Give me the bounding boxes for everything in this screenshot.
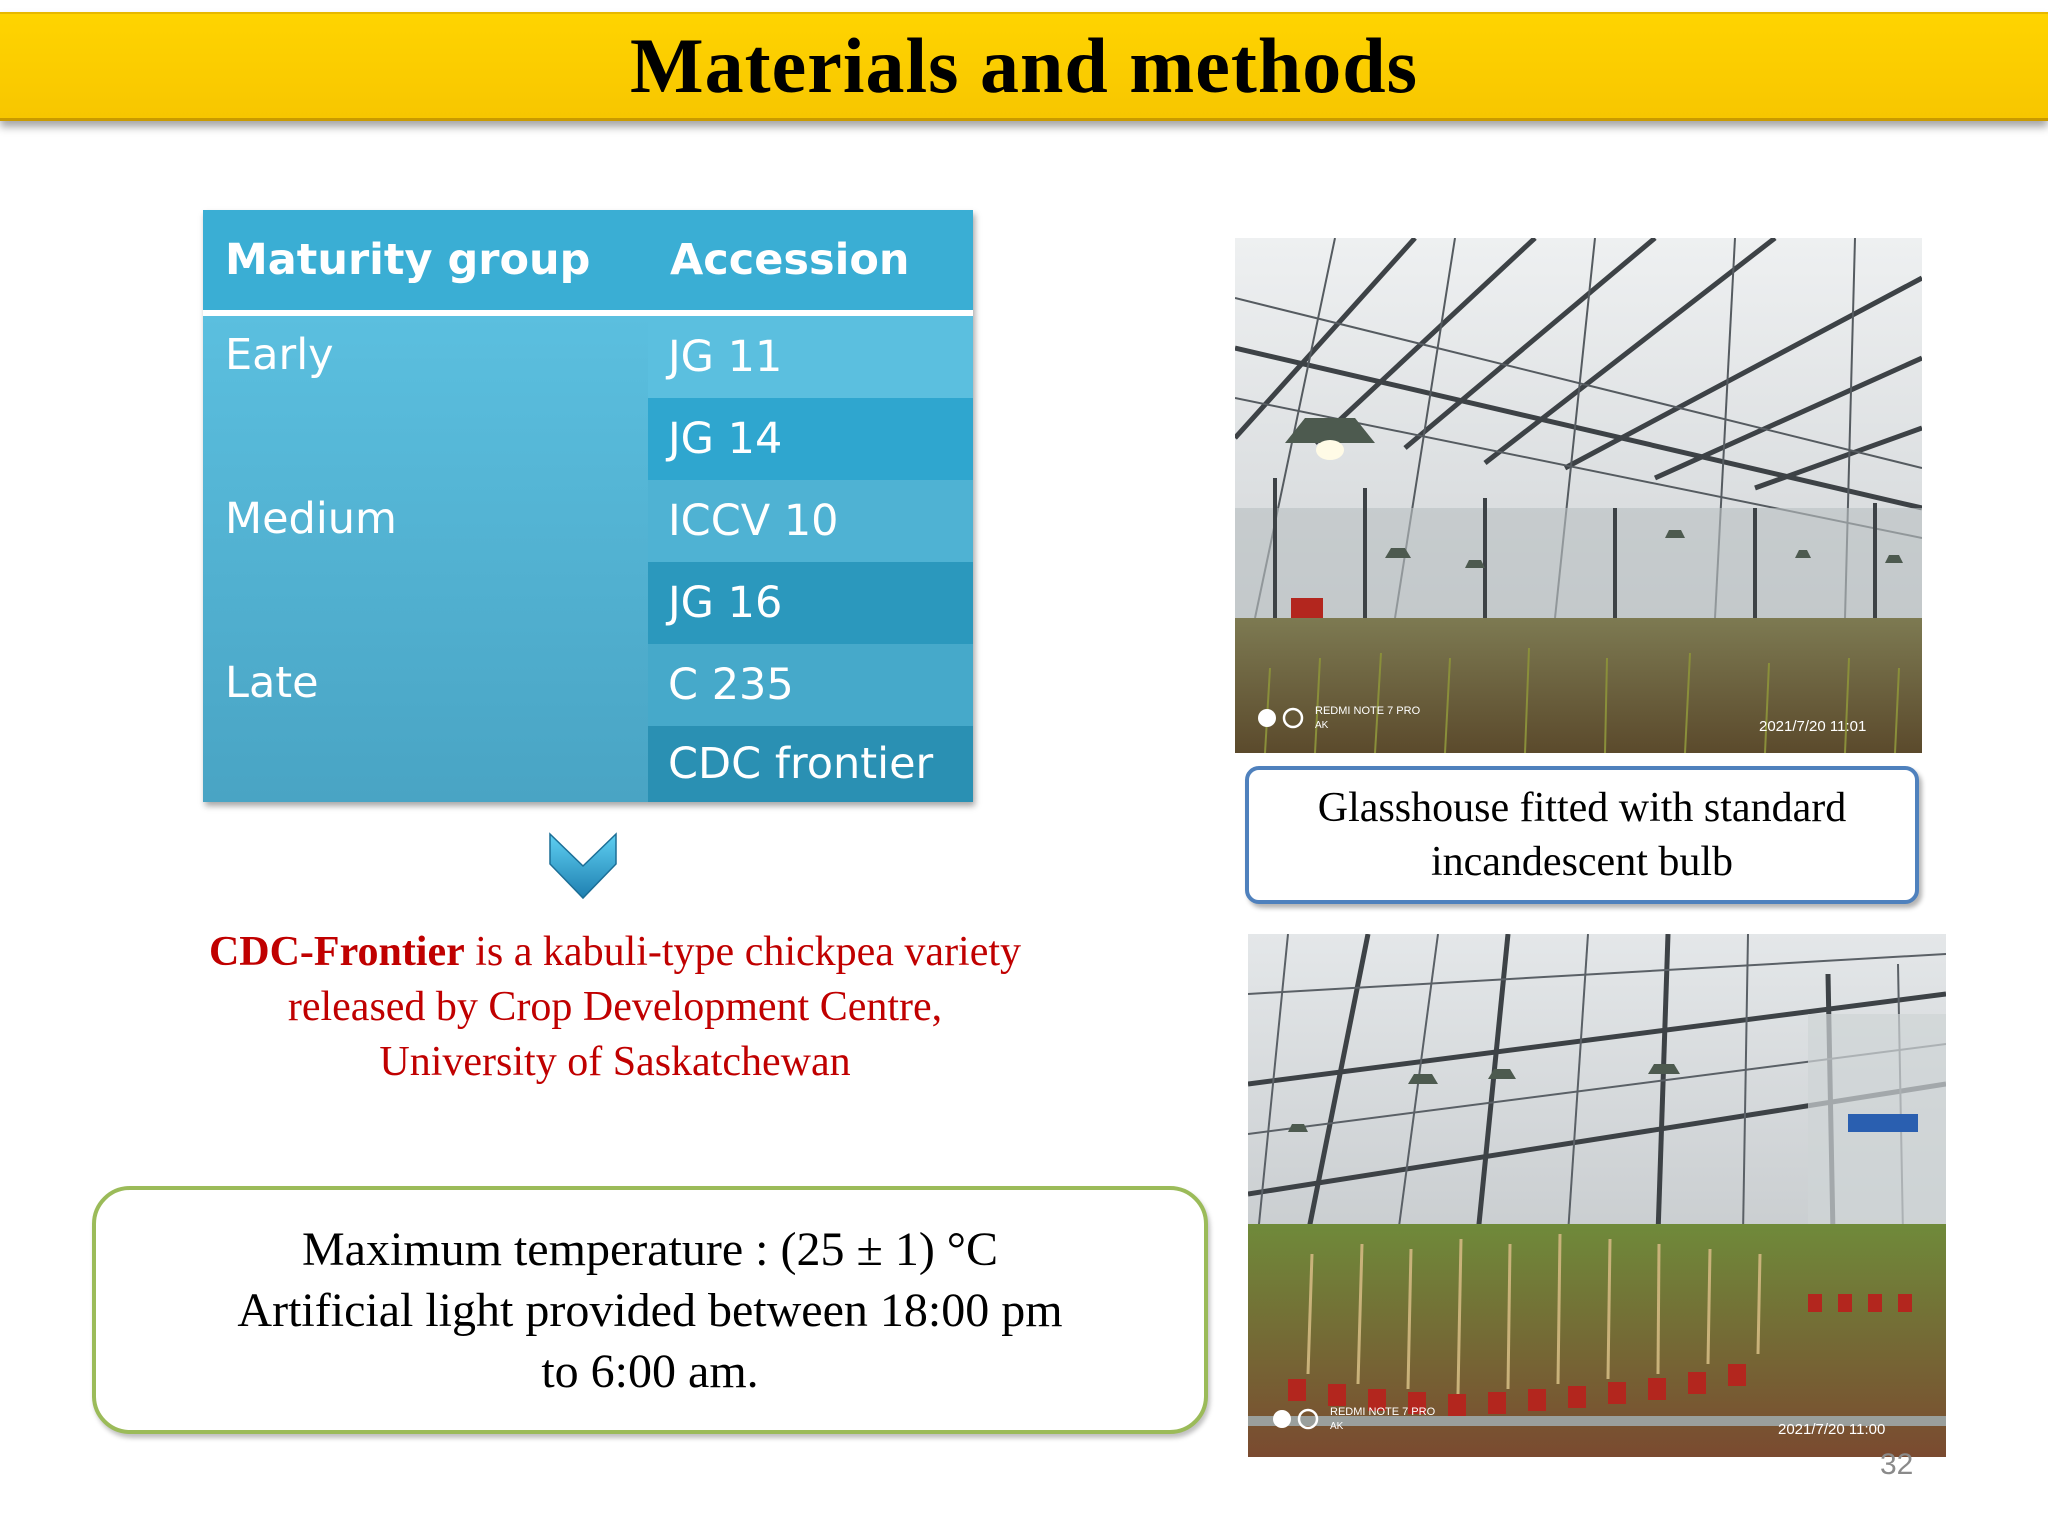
photo-stamp-sub: AK xyxy=(1330,1421,1344,1432)
photo-stamp-time: 2021/7/20 11:00 xyxy=(1778,1421,1886,1438)
variety-description xyxy=(120,925,1110,1090)
table-cell-accession: JG 14 xyxy=(648,398,973,480)
table-header-maturity xyxy=(203,210,648,310)
conditions-line1: Maximum temperature : (25 ± 1) °C xyxy=(301,1222,999,1276)
table-cell-accession: JG 16 xyxy=(648,562,973,644)
group-late: Late xyxy=(225,658,319,708)
glasshouse-photo-1 xyxy=(1235,238,1922,753)
page-number: 32 xyxy=(1880,1448,1914,1481)
header-label: Maturity group xyxy=(225,235,591,285)
photo-stamp-time: 2021/7/20 11:01 xyxy=(1759,718,1867,735)
page-title: Materials and methods xyxy=(630,22,1418,109)
desc-line1: is a kabuli-type chickpea variety xyxy=(464,929,1022,975)
caption-line1: Glasshouse fitted with standard xyxy=(1317,785,1847,831)
table-cell-accession: CDC frontier xyxy=(648,726,973,802)
table-cell-accession: ICCV 10 xyxy=(648,480,973,562)
group-early: Early xyxy=(225,330,334,380)
header-label: Accession xyxy=(670,235,910,285)
table-cell-accession: C 235 xyxy=(648,644,973,726)
group-column xyxy=(203,316,648,802)
desc-line3: University of Saskatchewan xyxy=(379,1039,851,1085)
table-cell-accession: JG 11 xyxy=(648,316,973,398)
photo-caption xyxy=(1245,766,1919,904)
conditions-line3: to 6:00 am. xyxy=(541,1344,759,1398)
photo-stamp-device: REDMI NOTE 7 PRO xyxy=(1330,1406,1436,1418)
glasshouse-photo-2 xyxy=(1248,934,1946,1457)
conditions-box xyxy=(92,1186,1208,1434)
caption-line2: incandescent bulb xyxy=(1430,839,1734,885)
title-banner xyxy=(0,12,2048,121)
conditions-line2: Artificial light provided between 18:00 pm xyxy=(237,1283,1063,1337)
variety-name: CDC-Frontier xyxy=(208,929,465,975)
group-medium: Medium xyxy=(225,494,397,544)
chevron-down-icon xyxy=(548,830,618,900)
photo-stamp-sub: AK xyxy=(1315,720,1329,731)
table-header-accession xyxy=(648,210,973,310)
photo-stamp-device: REDMI NOTE 7 PRO xyxy=(1315,705,1421,717)
maturity-table xyxy=(203,210,973,802)
desc-line2: released by Crop Development Centre, xyxy=(287,984,943,1030)
